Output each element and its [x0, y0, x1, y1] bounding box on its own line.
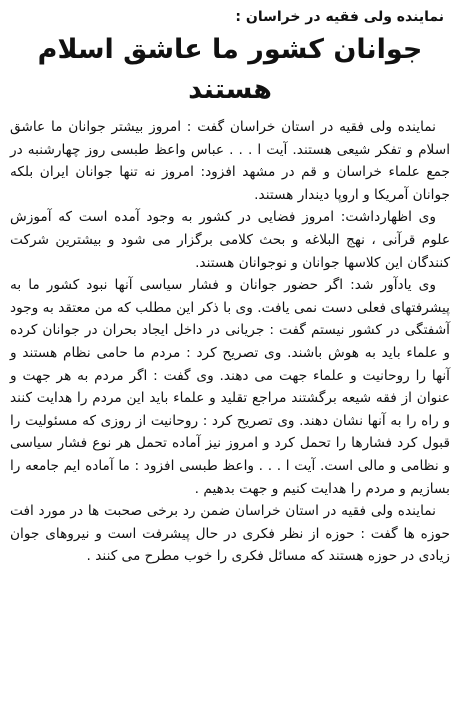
- article-headline: جوانان کشور ما عاشق اسلام هستند: [37, 34, 423, 105]
- article-paragraph-3: وی یادآور شد: اگر حضور جوانان و فشار سیاسی آنها نبود کشور ما به پیشرفتهای فعلی دست نمی یافت. وی با ذکر این مطلب که من معتقد به وجود آشفتگی در کشور نیستم گفت : جریانی در داخل ایجاد بحران در جوانان کرده و علماء باید به هوش باشند. وی تصریح کرد : مردم ما حامی نظام هستند و آنها را روحانیت و علماء جهت می دهند. وی گفت : اگر مردم به هر جهت و عنوان از فقه شیعه برگشتند مراجع تقلید و علماء باید این مردم را هدایت کنند و راه را به آنها نشان دهند. وی تصریح کرد : روحانیت از روزی که مسئولیت را قبول کرد فشارها را تحمل کرد و امروز نیز آماده تحمل هر نوع فشار سیاسی و نظامی و مالی است. آیت ا . . . واعظ طبسی افزود : ما آماده ایم جامعه را بسازیم و مردم را هدایت کنیم و جهت بدهیم .: [10, 277, 450, 497]
- article-paragraph-2: وی اظهارداشت: امروز فضایی در کشور به وجود آمده است که آموزش علوم قرآنی ، نهج البلاغه و بحث کلامی برگزار می شود و بیشترین شرکت کنندگان این کلاسها جوانان و نوجوانان هستند.: [10, 209, 450, 271]
- article-paragraph-4: نماینده ولی فقیه در استان خراسان ضمن رد برخی صحبت ها در مورد افت حوزه ها گفت : حوزه از نظر فکری در حال پیشرفت است و نیروهای جوان زیادی در حوزه هستند که مسائل فکری را خوب مطرح می کنند .: [10, 503, 450, 565]
- article-paragraph-1: نماینده ولی فقیه در استان خراسان گفت : امروز بیشتر جوانان ما عاشق اسلام و تفکر شیعی هستند. آیت ا . . . عباس واعظ طبسی روز چهارشنبه در جمع علماء خراسان و قم در مشهد افزود: امروز نه تنها جوانان ایران بلکه جوانان آمریکا و اروپا دیندار هستند.: [10, 119, 450, 203]
- article-kicker: نماینده ولی فقیه در خراسان :: [235, 9, 444, 25]
- article-body: [10, 116, 450, 568]
